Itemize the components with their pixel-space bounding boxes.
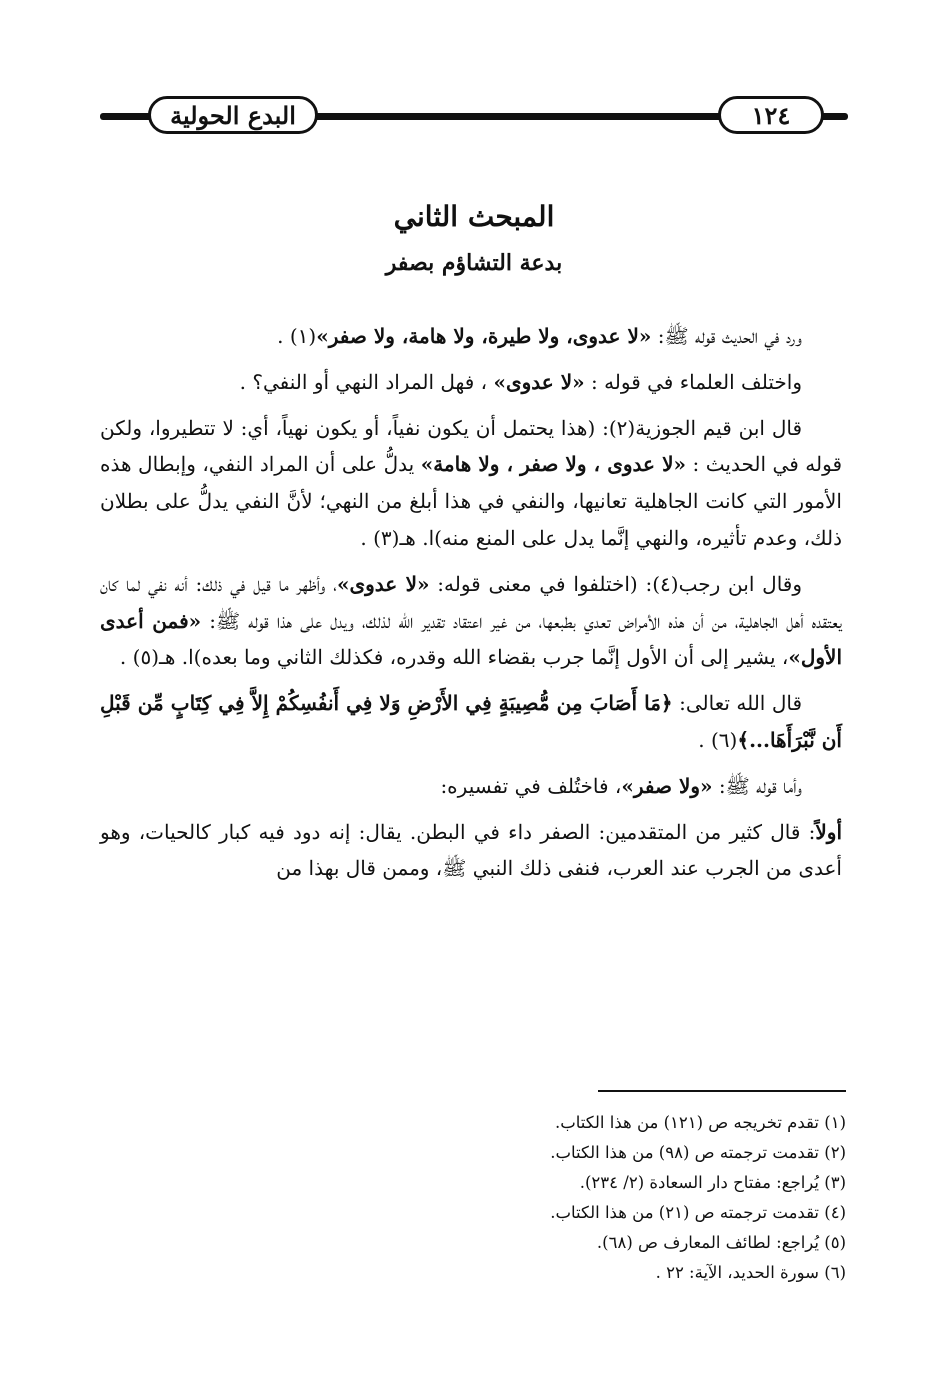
running-title: البدع الحولية — [148, 96, 318, 134]
footnote-item: (٥) يُراجع: لطائف المعارف ص (٦٨). — [596, 1233, 846, 1252]
footnote-item: (٤) تقدمت ترجمته ص (٢١) من هذا الكتاب. — [550, 1203, 846, 1222]
header-rule-left — [100, 113, 152, 120]
footnote-separator — [598, 1090, 846, 1092]
paragraph-first-opinion: أولاً: قال كثير من المتقدمين: الصفر داء في البطن. يقال: إنه دود فيه كبار كالحيات، وهو أعدى من الجرب عند العرب، فنفى ذلك النبي ﷺ، وممن قال بهذا من — [100, 819, 842, 881]
footnote-item: (٢) تقدمت ترجمته ص (٩٨) من هذا الكتاب. — [550, 1143, 846, 1162]
page-header — [100, 92, 848, 142]
page-number: ١٢٤ — [718, 96, 824, 134]
footnote-item: (٣) يُراجع: مفتاح دار السعادة (٢/ ٢٣٤). — [579, 1173, 846, 1192]
footnote-item: (٦) سورة الحديد، الآية: ٢٢ . — [655, 1263, 846, 1282]
main-text — [100, 318, 842, 896]
paragraph-quran-verse: قال الله تعالى: ﴿مَا أَصَابَ مِن مُّصِيبَةٍ فِي الأَرْضِ وَلا فِي أَنفُسِكُمْ إِلاَّ فِي كِتَابٍ مِّن قَبْلِ أَن نَّبْرَأَهَا...﴾(٦) . — [100, 691, 842, 752]
header-rule-right — [820, 113, 848, 120]
paragraph-wala-safar: وأما قوله ﷺ: «ولا صفر»، فاختُلف في تفسيره: — [440, 773, 802, 798]
footnote-item: (١) تقدم تخريجه ص (١٢١) من هذا الكتاب. — [555, 1113, 846, 1132]
section-subtitle: بدعة التشاؤم بصفر — [385, 250, 563, 276]
paragraph-ibn-rajab: وقال ابن رجب(٤): (اختلفوا في معنى قوله: «لا عدوى»، وأظهر ما قيل في ذلك: أنه نفي لما كان يعتقده أهل الجاهلية، من أن هذه الأمراض تعدي بطبعها، من غير اعتقاد تقدير الله لذلك، ويدل على هذا قوله ﷺ: «فمن أعدى الأول»، يشير إلى أن الأول إنَّما جرب بقضاء الله وقدره، فكذلك الثاني وما بعده)ا. هـ(٥) . — [100, 571, 843, 670]
paragraph-ibn-qayyim: قال ابن قيم الجوزية(٢): (هذا يحتمل أن يكون نفياً، أو يكون نهياً، أي: لا تتطيروا، ولكن قوله في الحديث : «لا عدوى ، ولا صفر ، ولا هامة» يدلُّ على أن المراد النفي، وإبطال هذه الأمور التي كانت الجاهلية تعانيها، والنفي في هذا أبلغ من النهي؛ لأنَّ النفي يدلُّ على بطلان ذلك، وعدم تأثيره، والنهي إنَّما يدل على المنع منه)ا. هـ(٣) . — [100, 415, 843, 550]
section-title: المبحث الثاني — [393, 200, 555, 233]
header-rule-middle — [314, 113, 722, 120]
paragraph-hadith: ورد في الحديث قوله ﷺ: «لا عدوى، ولا طيرة، ولا هامة، ولا صفر»(١) . — [277, 324, 802, 348]
paragraph-disagreement: واختلف العلماء في قوله : «لا عدوى» ، فهل المراد النهي أو النفي؟ . — [239, 369, 802, 394]
footnotes — [460, 1108, 846, 1288]
